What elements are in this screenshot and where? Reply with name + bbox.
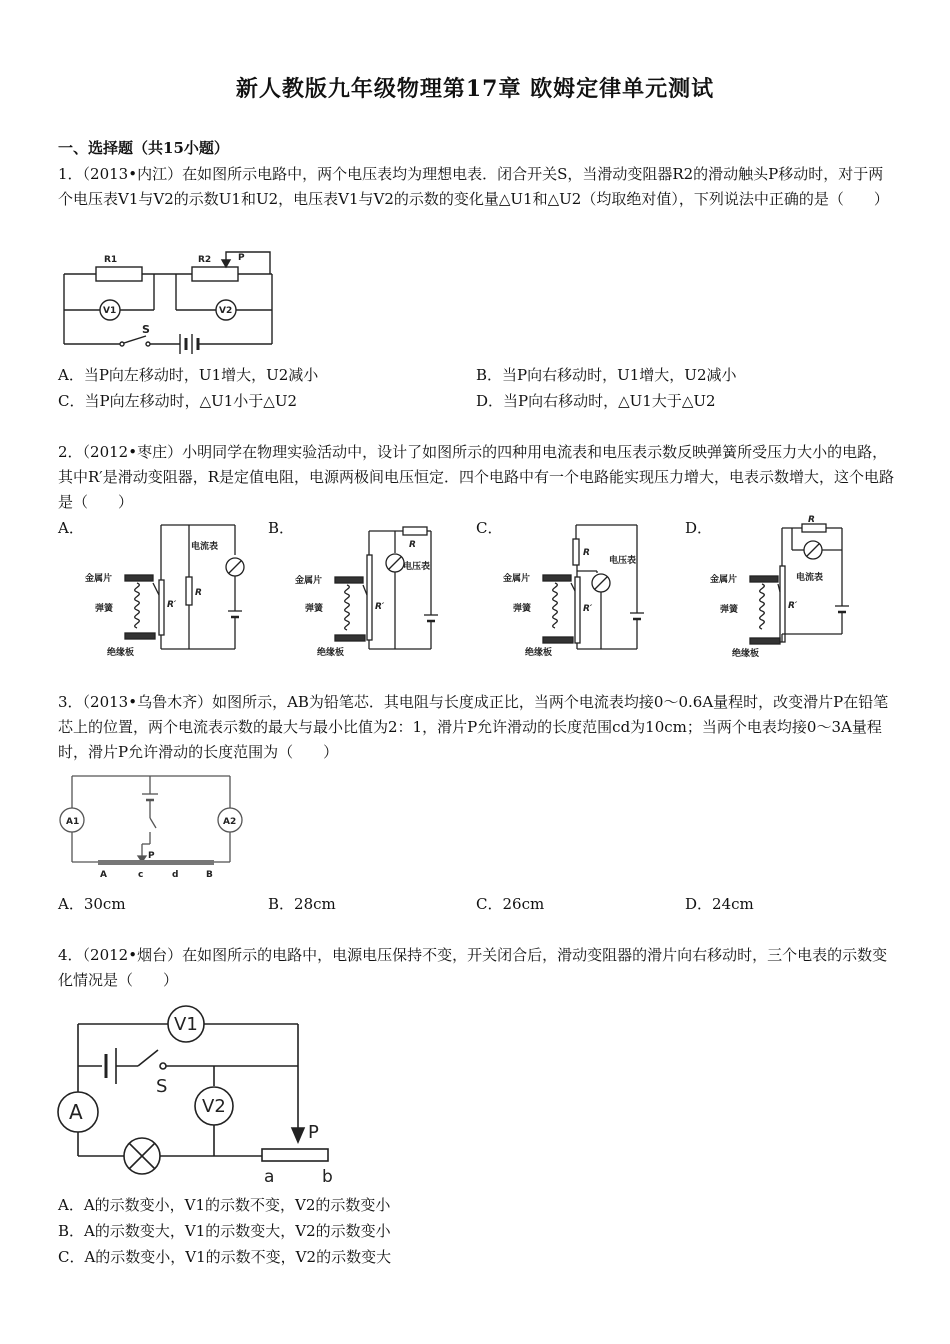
label-a: A bbox=[100, 870, 107, 880]
label-v1: V1 bbox=[103, 306, 117, 316]
question-2-option-d[interactable]: D． bbox=[685, 519, 713, 537]
question-1-text: 1．（2013•内江）在如图所示电路中，两个电压表均为理想电表．闭合开关S，当滑动变阻器R2的滑动触头P移动时，对于两个电压表V1与V2的示数U1和U2，电压表V1与V2的示数的变化量△U1和△U2（均取绝对值），下列说法中正确的是（ ） bbox=[58, 165, 889, 208]
label-d: d bbox=[172, 870, 179, 880]
label-rp: R′ bbox=[788, 601, 798, 611]
label-spring: 弹簧 bbox=[720, 605, 739, 615]
label-r1: R1 bbox=[104, 255, 118, 265]
question-4-option-c[interactable]: C．A的示数变小，V1的示数不变，V2的示数变大 bbox=[58, 1248, 392, 1266]
label-rp: R′ bbox=[375, 602, 385, 612]
question-2-circuit-a bbox=[85, 525, 250, 660]
label-metal: 金属片 bbox=[295, 576, 323, 586]
label-end-a: a bbox=[264, 1167, 275, 1187]
label-r2: R2 bbox=[198, 255, 212, 265]
label-p: P bbox=[308, 1122, 319, 1143]
section-heading: 一、选择题（共15小题） bbox=[58, 139, 229, 157]
question-4-text: 4．（2012•烟台）在如图所示的电路中，电源电压保持不变，开关闭合后，滑动变阻器的滑片向右移动时，三个电表的示数变化情况是（ ） bbox=[58, 946, 888, 989]
label-spring: 弹簧 bbox=[305, 604, 324, 614]
question-4-option-b[interactable]: B．A的示数变大，V1的示数变大，V2的示数变小 bbox=[58, 1222, 391, 1240]
label-end-b: b bbox=[322, 1167, 333, 1187]
label-r: R bbox=[409, 540, 416, 550]
question-2-circuit-b bbox=[295, 525, 460, 660]
label-p: P bbox=[148, 851, 155, 861]
label-voltmeter: 电压表 bbox=[403, 562, 431, 572]
question-1-option-a[interactable]: A．当P向左移动时，U1增大，U2减小 bbox=[58, 366, 319, 384]
label-s: S bbox=[156, 1076, 168, 1097]
question-2-circuit-d bbox=[710, 515, 877, 660]
label-metal: 金属片 bbox=[503, 574, 531, 584]
question-2-text: 2．（2012•枣庄）小明同学在物理实验活动中，设计了如图所示的四种用电流表和电压表示数反映弹簧所受压力大小的电路，其中R′是滑动变阻器，R是定值电阻，电源两极间电压恒定．四个电路中有一个电路能实现压力增大，电表示数增大，这个电路是（ ） bbox=[58, 443, 894, 511]
label-a2: A2 bbox=[223, 817, 237, 827]
label-spring: 弹簧 bbox=[513, 604, 532, 614]
label-a1: A1 bbox=[66, 817, 80, 827]
label-v2: V2 bbox=[202, 1096, 226, 1117]
label-spring: 弹簧 bbox=[95, 604, 114, 614]
question-4-option-a[interactable]: A．A的示数变小，V1的示数不变，V2的示数变小 bbox=[58, 1196, 391, 1214]
label-p: P bbox=[238, 253, 245, 263]
label-rp: R′ bbox=[583, 604, 593, 614]
question-1-option-b[interactable]: B．当P向右移动时，U1增大，U2减小 bbox=[476, 366, 737, 384]
label-insulator: 绝缘板 bbox=[525, 648, 553, 658]
question-1-circuit-diagram bbox=[58, 240, 283, 358]
question-1-option-c[interactable]: C．当P向左移动时，△U1小于△U2 bbox=[58, 392, 298, 410]
label-r: R bbox=[195, 588, 202, 598]
page-title: 新人教版九年级物理第17章 欧姆定律单元测试 bbox=[235, 76, 715, 102]
label-metal: 金属片 bbox=[710, 575, 738, 585]
question-2-circuit-c bbox=[505, 525, 670, 660]
label-s: S bbox=[142, 323, 150, 336]
question-3-circuit-diagram bbox=[58, 770, 248, 880]
question-3-option-a[interactable]: A．30cm bbox=[58, 895, 126, 913]
label-metal: 金属片 bbox=[85, 574, 113, 584]
label-insulator: 绝缘板 bbox=[317, 648, 345, 658]
question-2-option-b[interactable]: B． bbox=[268, 519, 295, 537]
label-voltmeter: 电压表 bbox=[609, 556, 637, 566]
label-ammeter: 电流表 bbox=[796, 573, 824, 583]
label-v2: V2 bbox=[219, 306, 233, 316]
question-3-option-c[interactable]: C．26cm bbox=[476, 895, 545, 913]
label-ammeter: 电流表 bbox=[191, 542, 219, 552]
rheostat-r2 bbox=[192, 267, 238, 281]
label-a: A bbox=[69, 1100, 83, 1124]
pencil-lead bbox=[98, 860, 214, 865]
label-v1: V1 bbox=[174, 1014, 198, 1035]
label-insulator: 绝缘板 bbox=[732, 649, 760, 659]
label-rp: R′ bbox=[167, 600, 177, 610]
question-4-circuit-diagram bbox=[58, 1000, 338, 1185]
label-b: B bbox=[206, 870, 213, 880]
label-insulator: 绝缘板 bbox=[107, 648, 135, 658]
question-3-option-b[interactable]: B．28cm bbox=[268, 895, 336, 913]
question-3-option-d[interactable]: D．24cm bbox=[685, 895, 754, 913]
label-r: R bbox=[583, 548, 590, 558]
question-2-option-c[interactable]: C． bbox=[476, 519, 503, 537]
question-1-option-d[interactable]: D．当P向右移动时，△U1大于△U2 bbox=[476, 392, 716, 410]
question-2-option-a[interactable]: A． bbox=[58, 519, 84, 537]
label-r: R bbox=[808, 515, 815, 525]
label-c: c bbox=[138, 870, 144, 880]
resistor-r1 bbox=[96, 267, 142, 281]
question-3-text: 3．（2013•乌鲁木齐）如图所示，AB为铅笔芯．其电阻与长度成正比，当两个电流表均接0～0.6A量程时，改变滑片P在铅笔芯上的位置，两个电流表示数的最大与最小比值为2：1，滑片P允许滑动的长度范围cd为10cm；当两个电表均接0～3A量程时，滑片P允许滑动的长度范围为（ ） bbox=[58, 693, 889, 761]
